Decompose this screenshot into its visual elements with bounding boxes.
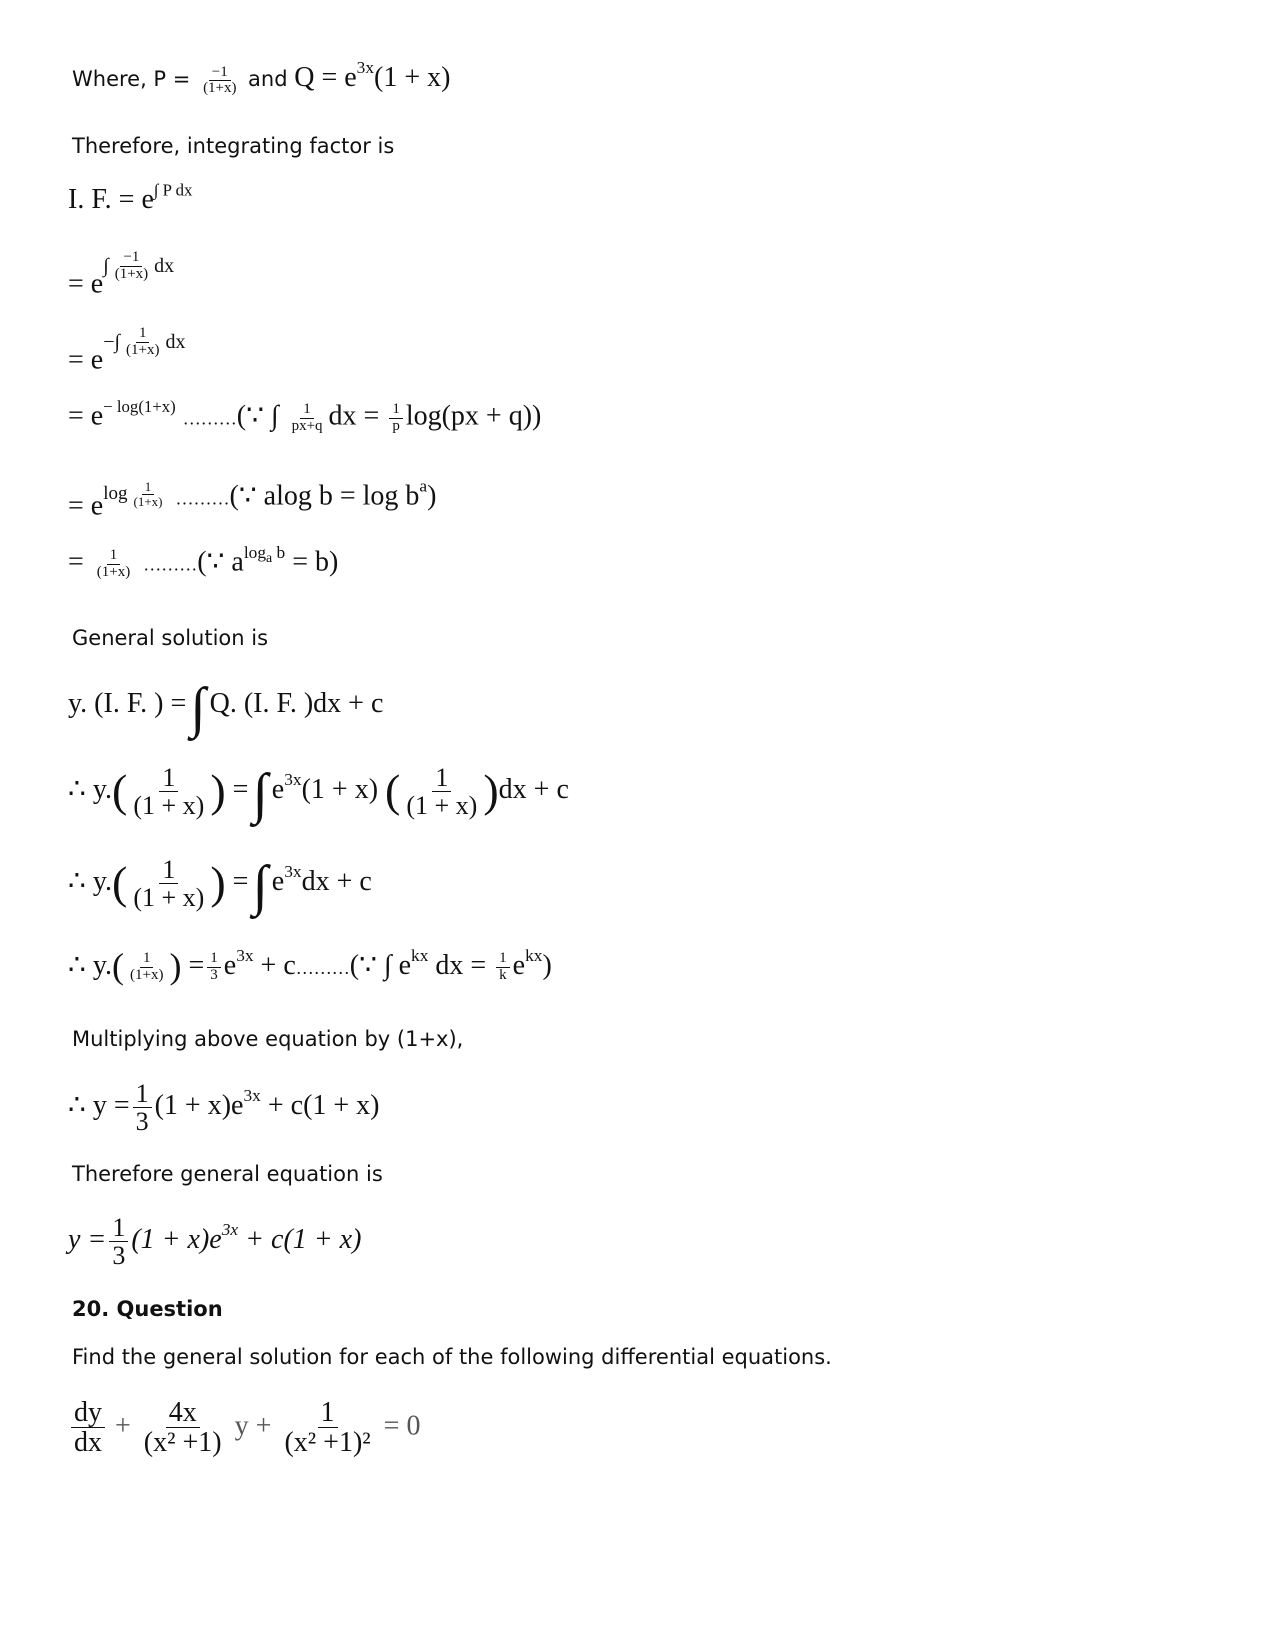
if-step-1: = e ∫ $\frac{-1}{(1+x)}$ dx (68, 249, 175, 300)
general-solution-formula: y. (I. F. ) =∫ Q. (I. F. )dx + c (68, 677, 384, 739)
if-step-3: = $e^{- log(1+x)}$ ………(∵ ∫ $\frac{1}{px+q}$ dx = $\frac{1}{p}$ log(px + q)) (68, 397, 542, 434)
where-line (72, 57, 451, 97)
final-answer: y = $\frac{1}{3}$ $(1 + x)e^{3x} + c(1 + x)$ (68, 1213, 362, 1271)
where-label: Where, P = (72, 67, 191, 91)
if-step-5: = $\frac{1}{(1+x)}$ ………(∵ $a^{log_a b} = b$) (68, 542, 339, 580)
question-equation: $\frac{dy}{dx}$ + $\frac{4x}{\text{(x² +1)}}$ y + $\frac{1}{\text{(x² +1)²}}$ = 0 (68, 1398, 420, 1458)
if-step-4: = $e^{log \frac{1}{(1+x)}}$ ………(∵ alog $b = \log b^a$) (68, 476, 437, 522)
question-title: 20. Question (72, 1297, 223, 1321)
multiplied-equation: ∴ y = $\frac{1}{3}$ $(1 + x)e^{3x} + c(1 + x)$ (68, 1079, 380, 1137)
therefore-if-text: Therefore, integrating factor is (72, 134, 395, 158)
if-step-2: = e −∫ $\frac{1}{(1+x)}$ dx (68, 325, 186, 376)
therefore-general-text: Therefore general equation is (72, 1162, 383, 1186)
q-expression: $Q = e^{3x}(1 + x)$ (294, 57, 451, 93)
equation-step-2: ∴ y.( $\frac{1}{(1 + x)}$ ) =∫ $e^{3x}dx + c$ (68, 855, 372, 918)
equation-step-1: ∴ y.( $\frac{1}{(1 + x)}$ ) =∫ $e^{3x}(1 + x)$ ( $\frac{1}{(1 + x)}$ )dx + c (68, 763, 569, 826)
multiplying-text: Multiplying above equation by (1+x), (72, 1027, 464, 1051)
p-fraction: $\frac{-1}{(1+x)}$ (203, 63, 237, 97)
question-text: Find the general solution for each of the following differential equations. (72, 1345, 832, 1369)
general-solution-text: General solution is (72, 626, 269, 650)
and-word: and (248, 67, 288, 91)
if-definition: I. F. = $e^{\int P dx}$ (68, 180, 193, 215)
equation-step-3: ∴ y.( $\frac{1}{(1+x)}$ ) = $\frac{1}{3}$ $e^{3x}$ + c………(∵ ∫ $e^{kx}$ dx = $\frac{1}{k}$ $e^{kx}$) (68, 945, 552, 986)
